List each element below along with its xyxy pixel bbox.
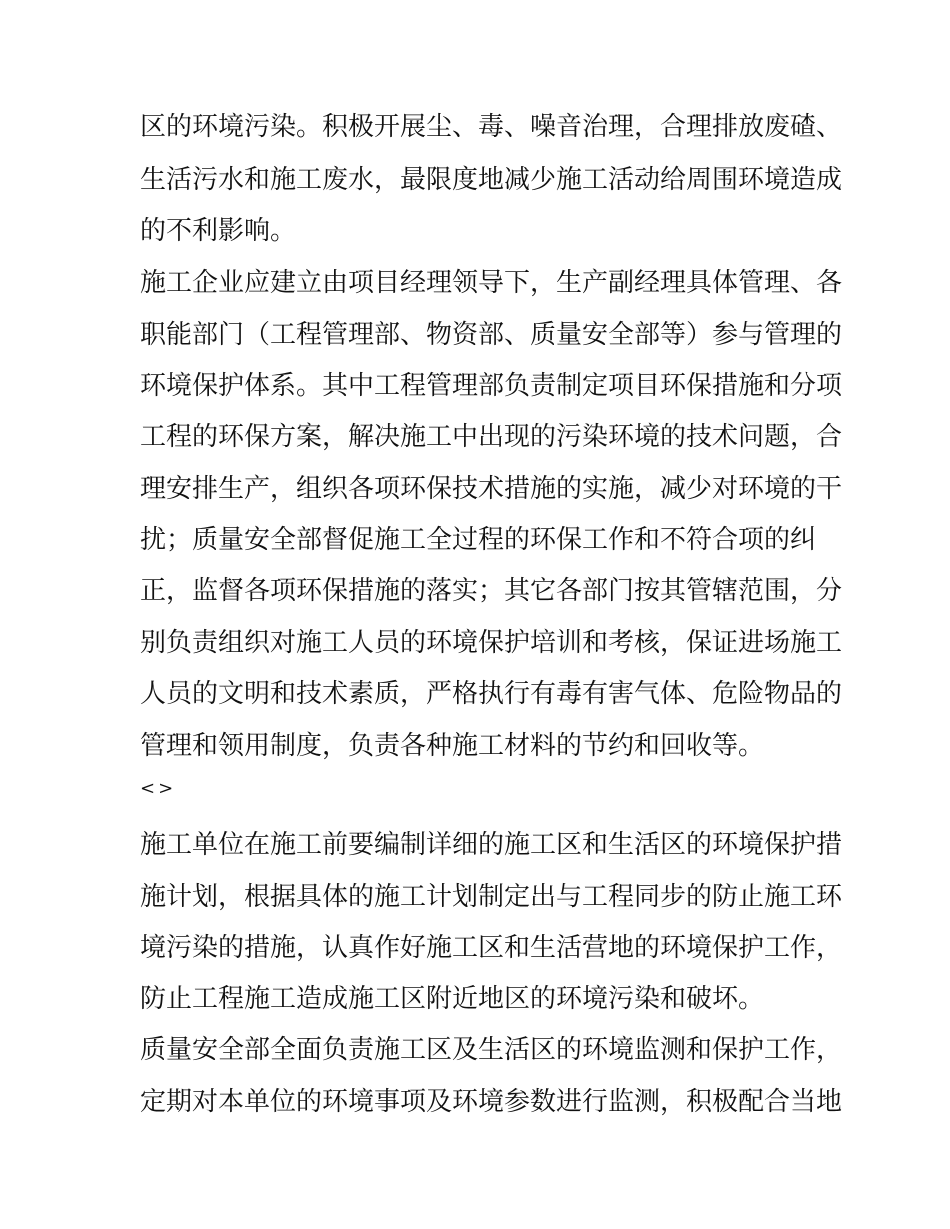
text-line: 定期对本单位的环境事项及环境参数进行监测，积极配合当地 — [140, 1087, 843, 1117]
text-line: 的不利影响。 — [140, 216, 297, 246]
text-line: 正，监督各项环保措施的落实；其它各部门按其管辖范围，分 — [140, 576, 843, 606]
text-line: 施工单位在施工前要编制详细的施工区和生活区的环境保护措 — [140, 830, 843, 860]
text-line: 质量安全部全面负责施工区及生活区的环境监测和保护工作， — [140, 1035, 843, 1065]
text-line: 施工企业应建立由项目经理领导下，生产副经理具体管理、各 — [140, 268, 843, 298]
text-line: 扰；质量安全部督促施工全过程的环保工作和不符合项的纠 — [140, 525, 817, 555]
text-line: 环境保护体系。其中工程管理部负责制定项目环保措施和分项 — [140, 371, 843, 401]
text-line: 区的环境污染。积极开展尘、毒、噪音治理，合理排放废碴、 — [140, 112, 843, 142]
text-line: 理安排生产，组织各项环保技术措施的实施，减少对环境的干 — [140, 474, 843, 504]
text-line: 职能部门（工程管理部、物资部、质量安全部等）参与管理的 — [140, 320, 843, 350]
text-line: 工程的环保方案，解决施工中出现的污染环境的技术问题，合 — [140, 422, 843, 452]
text-line: 人员的文明和技术素质，严格执行有毒有害气体、危险物品的 — [140, 679, 843, 709]
text-line: 境污染的措施，认真作好施工区和生活营地的环境保护工作， — [140, 933, 843, 963]
text-line: 管理和领用制度，负责各种施工材料的节约和回收等。 — [140, 731, 765, 761]
text-line: 别负责组织对施工人员的环境保护培训和考核，保证进场施工 — [140, 628, 843, 658]
text-line: 生活污水和施工废水，最限度地减少施工活动给周围环境造成 — [140, 165, 843, 195]
text-line: 防止工程施工造成施工区附近地区的环境污染和破坏。 — [140, 984, 765, 1014]
section-marker: <> — [140, 778, 177, 799]
text-line: 施计划，根据具体的施工计划制定出与工程同步的防止施工环 — [140, 882, 843, 912]
